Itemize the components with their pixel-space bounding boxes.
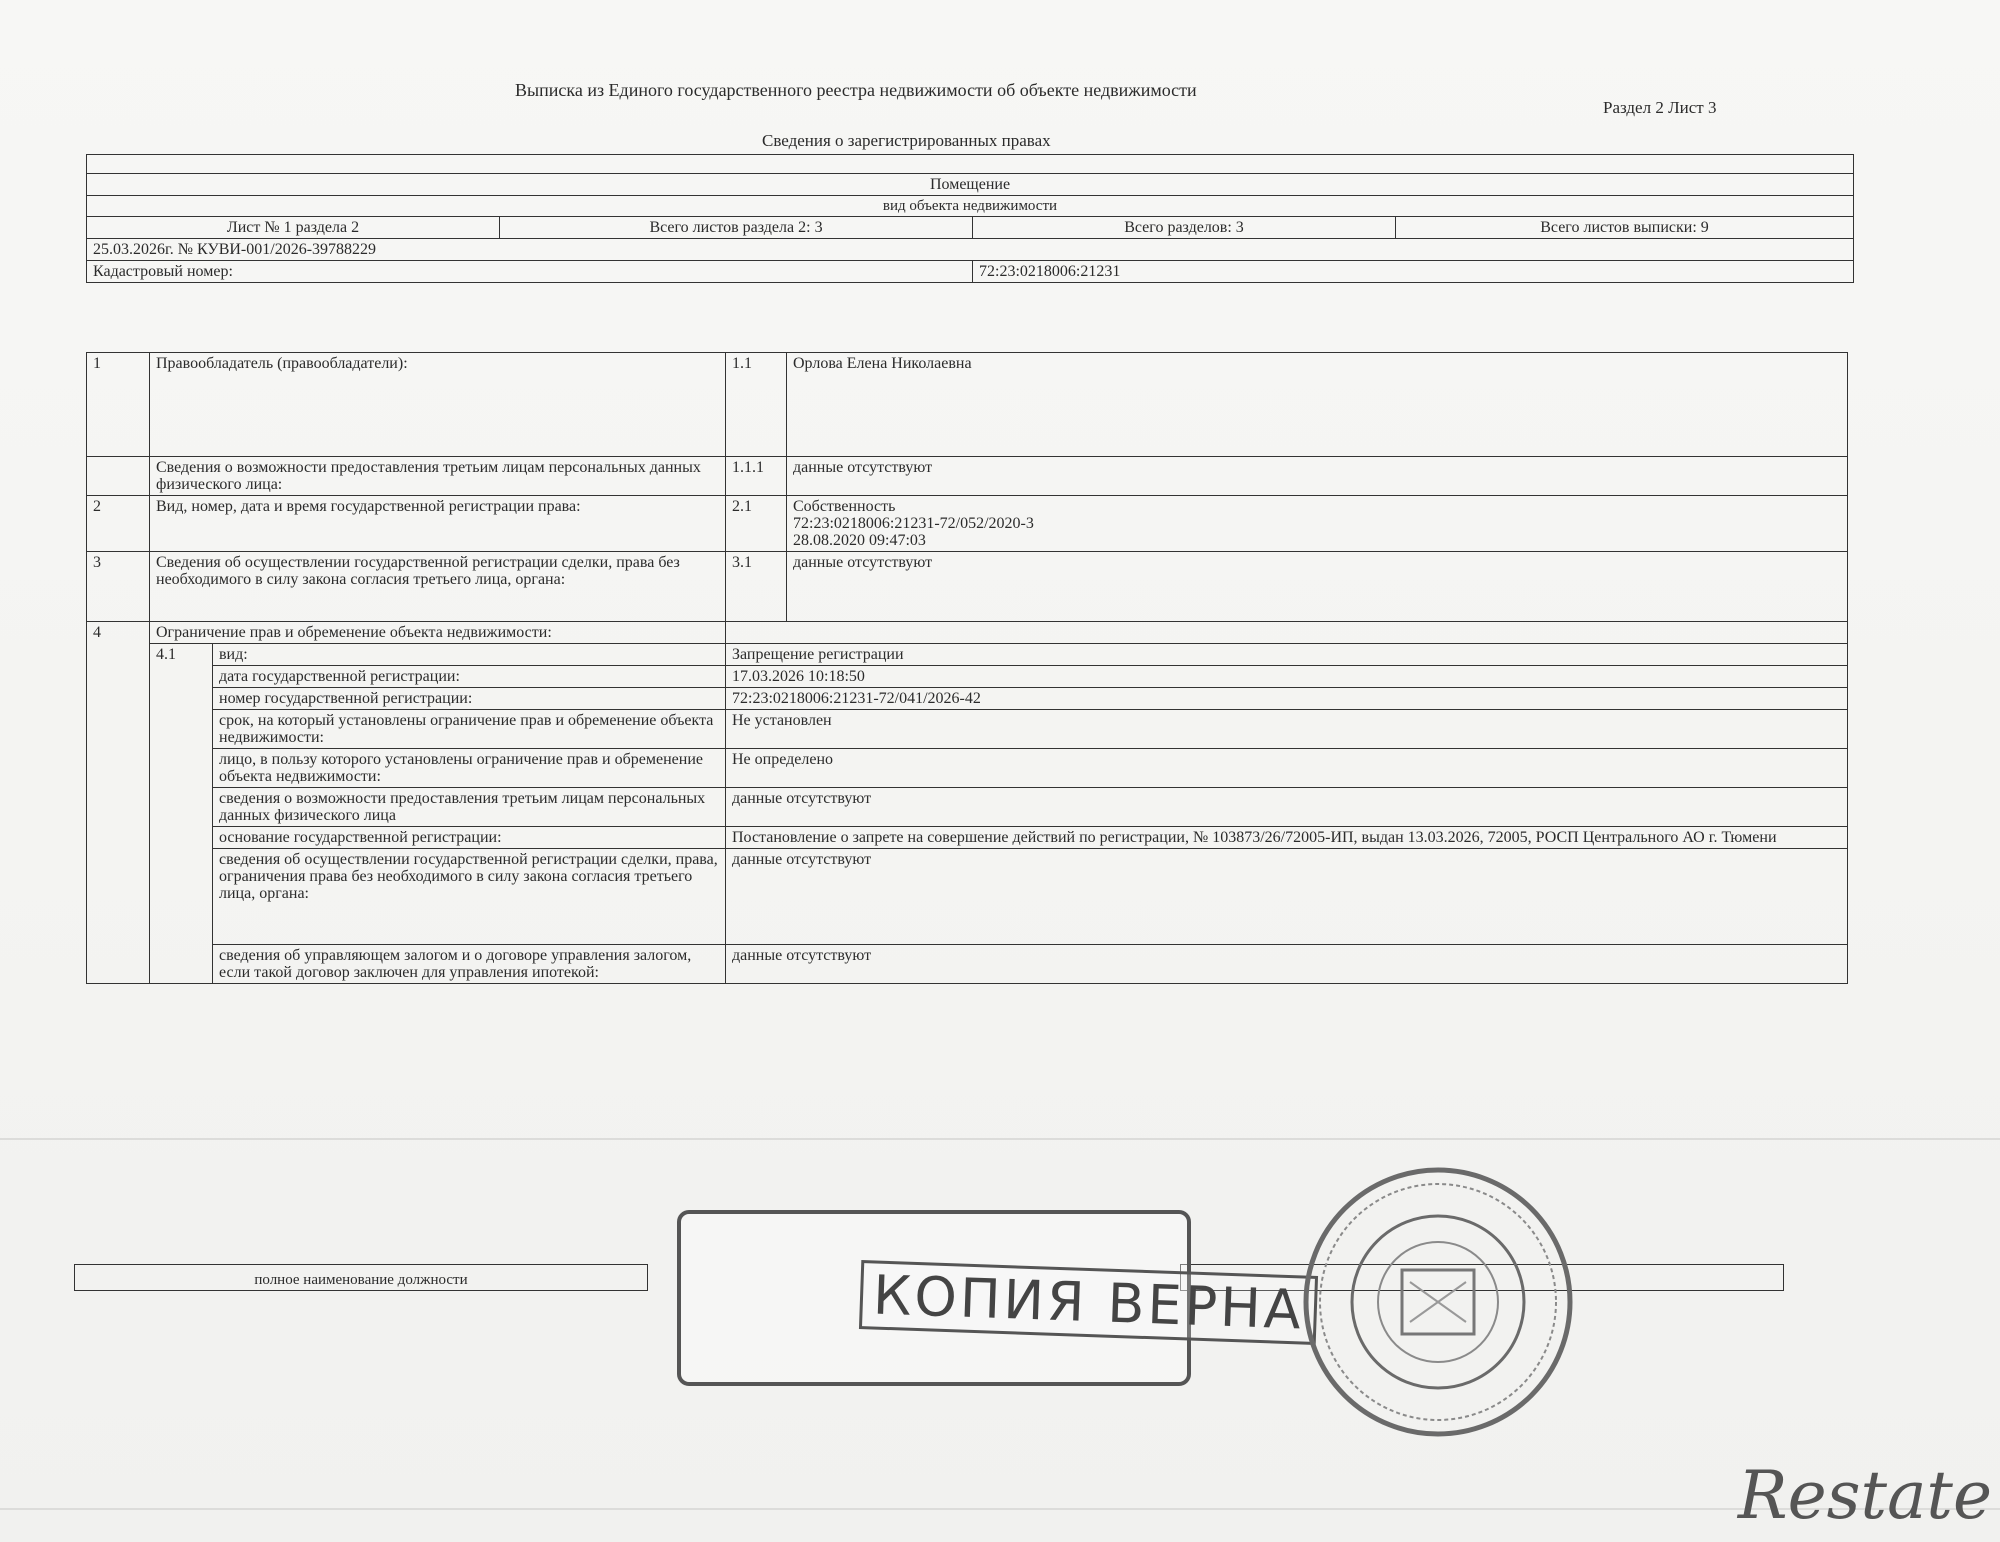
rights-table [86,352,1848,984]
sheets-total-section: Всего листов раздела 2: 3 [500,217,973,239]
fold-line [0,1508,2000,1510]
right-holder-name: Орлова Елена Николаевна [787,353,1848,457]
sections-total: Всего разделов: 3 [973,217,1396,239]
document-subtitle: Сведения о зарегистрированных правах [762,131,1051,150]
table-row: 4 Ограничение прав и обременение объекта недвижимости: [87,622,1848,644]
table-row: дата государственной регистрации: 17.03.2026 10:18:50 [87,666,1848,688]
table-row: сведения об осуществлении государственной регистрации сделки, права, ограничения права без необходимого в силу закона согласия третьего лица, органа: данные отсутствуют [87,849,1848,945]
official-seal-icon [1298,1162,1578,1442]
cadastral-label: Кадастровый номер: [87,261,973,283]
table-row: сведения о возможности предоставления третьим лицам персональных данных физического лица данные отсутствуют [87,788,1848,827]
table-row: 1 Правообладатель (правообладатели): 1.1 Орлова Елена Николаевна [87,353,1848,457]
position-caption: полное наименование должности [75,1265,648,1291]
fold-line [0,1138,2000,1140]
sheet-number: Лист № 1 раздела 2 [87,217,500,239]
table-row: номер государственной регистрации: 72:23:0218006:21231-72/041/2026-42 [87,688,1848,710]
table-row: Сведения о возможности предоставления третьим лицам персональных данных физического лица: 1.1.1 данные отсутствуют [87,457,1848,496]
copy-certified-stamp: КОПИЯ ВЕРНА [859,1260,1318,1345]
restate-watermark: Restate [1737,1457,1992,1534]
table-row: лицо, в пользу которого установлены ограничение прав и обременение объекта недвижимости: Не определено [87,749,1848,788]
section-sheet-label: Раздел 2 Лист 3 [1603,98,1717,117]
date-number: 25.03.2026г. № КУВИ-001/2026-39788229 [87,239,1854,261]
object-type: Помещение [87,174,1854,196]
sheets-total: Всего листов выписки: 9 [1396,217,1854,239]
cadastral-value: 72:23:0218006:21231 [973,261,1854,283]
table-row: срок, на который установлены ограничение прав и обременение объекта недвижимости: Не установлен [87,710,1848,749]
table-row: основание государственной регистрации: Постановление о запрете на совершение действий по регистрации, № 103873/26/72005-ИП, выдан 13.03.2026, 72005, РОСП Центрального АО г. Тюмени [87,827,1848,849]
table-row: 4.1 вид: Запрещение регистрации [87,644,1848,666]
table-row: 3 Сведения об осуществлении государственной регистрации сделки, права без необходимого в силу закона согласия третьего лица, органа: 3.1 данные отсутствуют [87,552,1848,622]
object-caption: вид объекта недвижимости [87,196,1854,217]
table-row: сведения об управляющем залогом и о договоре управления залогом, если такой договор заключен для управления ипотекой: данные отсутствуют [87,945,1848,984]
header-table [86,154,1854,283]
table-row: 2 Вид, номер, дата и время государственной регистрации права: 2.1 Собственность 72:23:0218006:21231-72/052/2020-3 28.08.2020 09:47:03 [87,496,1848,552]
document-title: Выписка из Единого государственного реестра недвижимости об объекте недвижимости [515,80,1197,100]
